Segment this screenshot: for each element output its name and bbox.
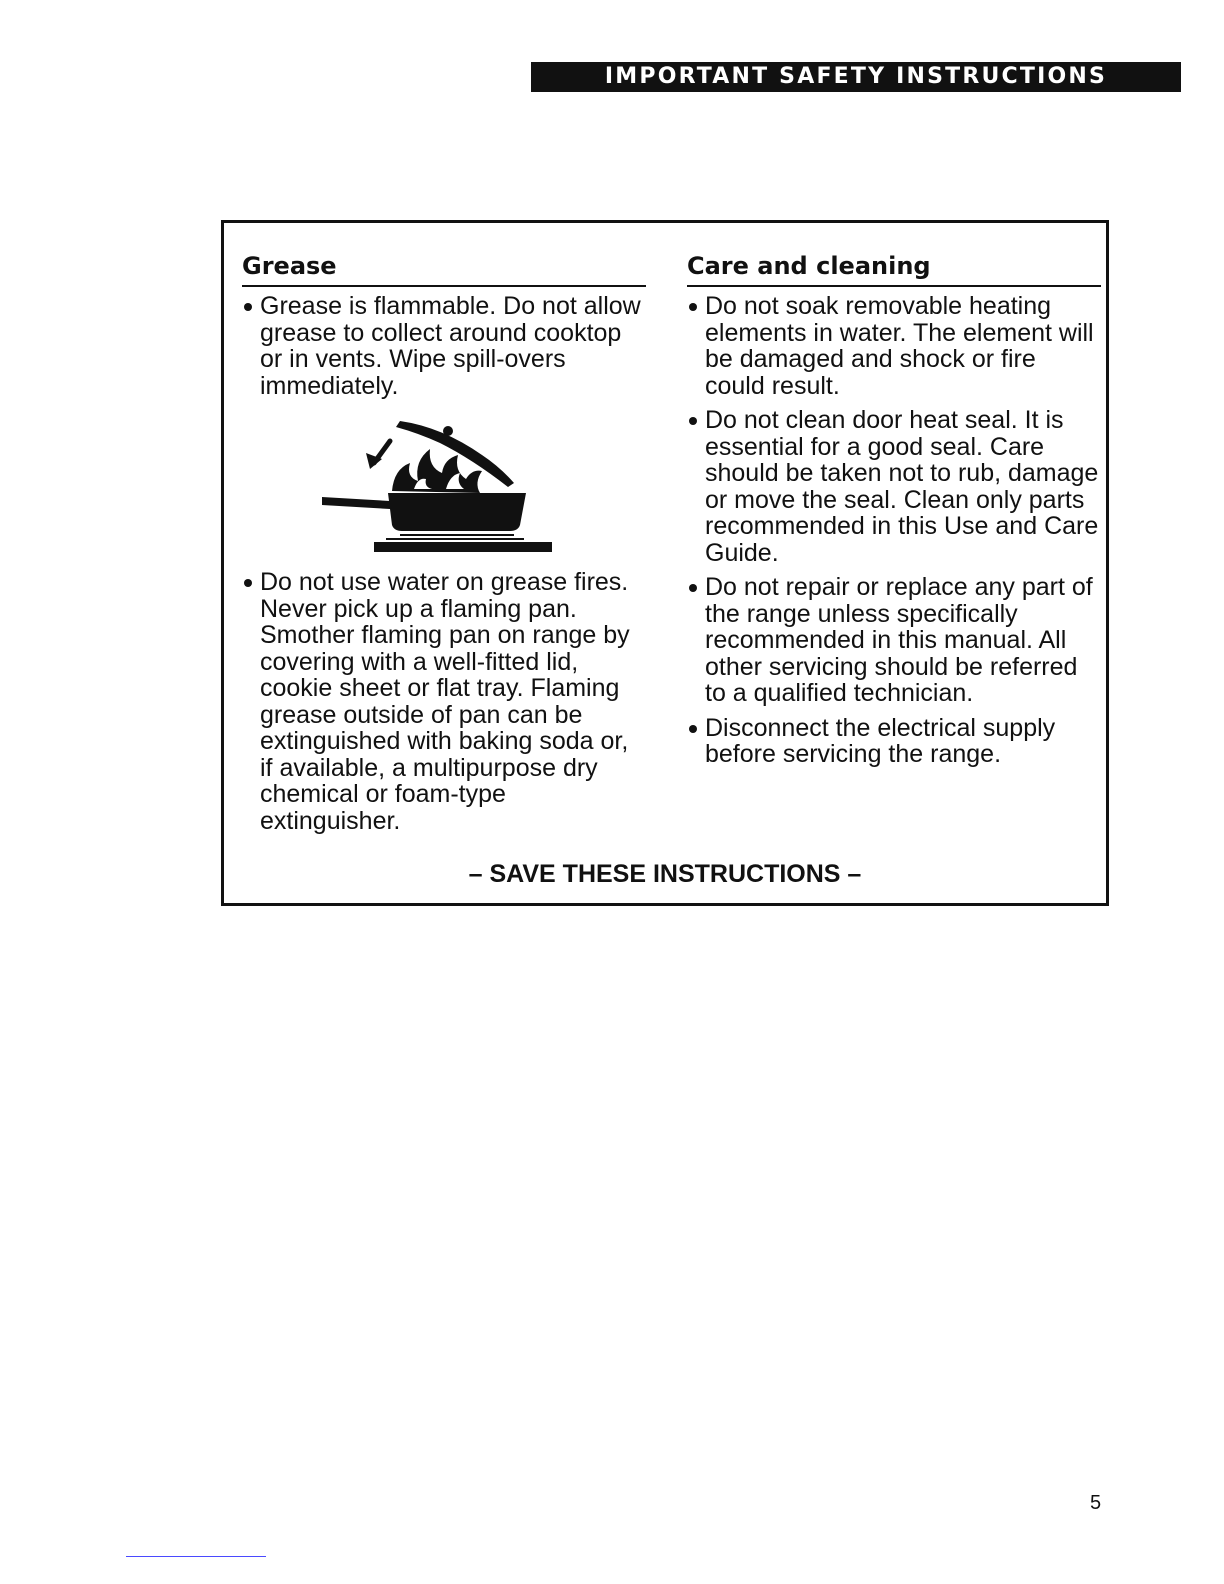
grease-item-2: Do not use water on grease fires. Never pick up a flaming pan. Smother flaming pan on range by covering with a well-fitted lid, cookie sheet or flat tray. Flaming grease outside of pan can be extinguished with baking soda or, if available, a multipurpose dry chemical or foam-type extinguisher. [242,569,646,834]
bottom-rule [126,1556,266,1557]
pan-fire-lid-icon [322,413,562,553]
grease-item-1: Grease is flammable. Do not allow grease to collect around cooktop or in vents. Wipe spill-overs immediately. [242,293,646,399]
care-item-4: Disconnect the electrical supply before servicing the range. [687,715,1101,768]
section-header-bar [531,62,1181,92]
grease-list-2 [242,569,646,834]
safety-box [221,220,1109,906]
care-item-1: Do not soak removable heating elements in water. The element will be damaged and shock or fire could result. [687,293,1101,399]
care-list [687,293,1101,768]
care-item-2: Do not clean door heat seal. It is essential for a good seal. Care should be taken not to rub, damage or move the seal. Clean only parts recommended in this Use and Care Guide. [687,407,1101,566]
care-item-3: Do not repair or replace any part of the range unless specifically recommended in this manual. All other servicing should be referred to a qualified technician. [687,574,1101,707]
care-heading: Care and cleaning [687,251,1101,287]
grease-column [242,251,646,842]
grease-list [242,293,646,399]
save-instructions-footer: – SAVE THESE INSTRUCTIONS – [468,860,862,888]
page-number: 5 [1090,1492,1102,1514]
grease-heading: Grease [242,251,646,287]
care-column [687,251,1101,776]
section-header-title: IMPORTANT SAFETY INSTRUCTIONS [604,64,1108,89]
